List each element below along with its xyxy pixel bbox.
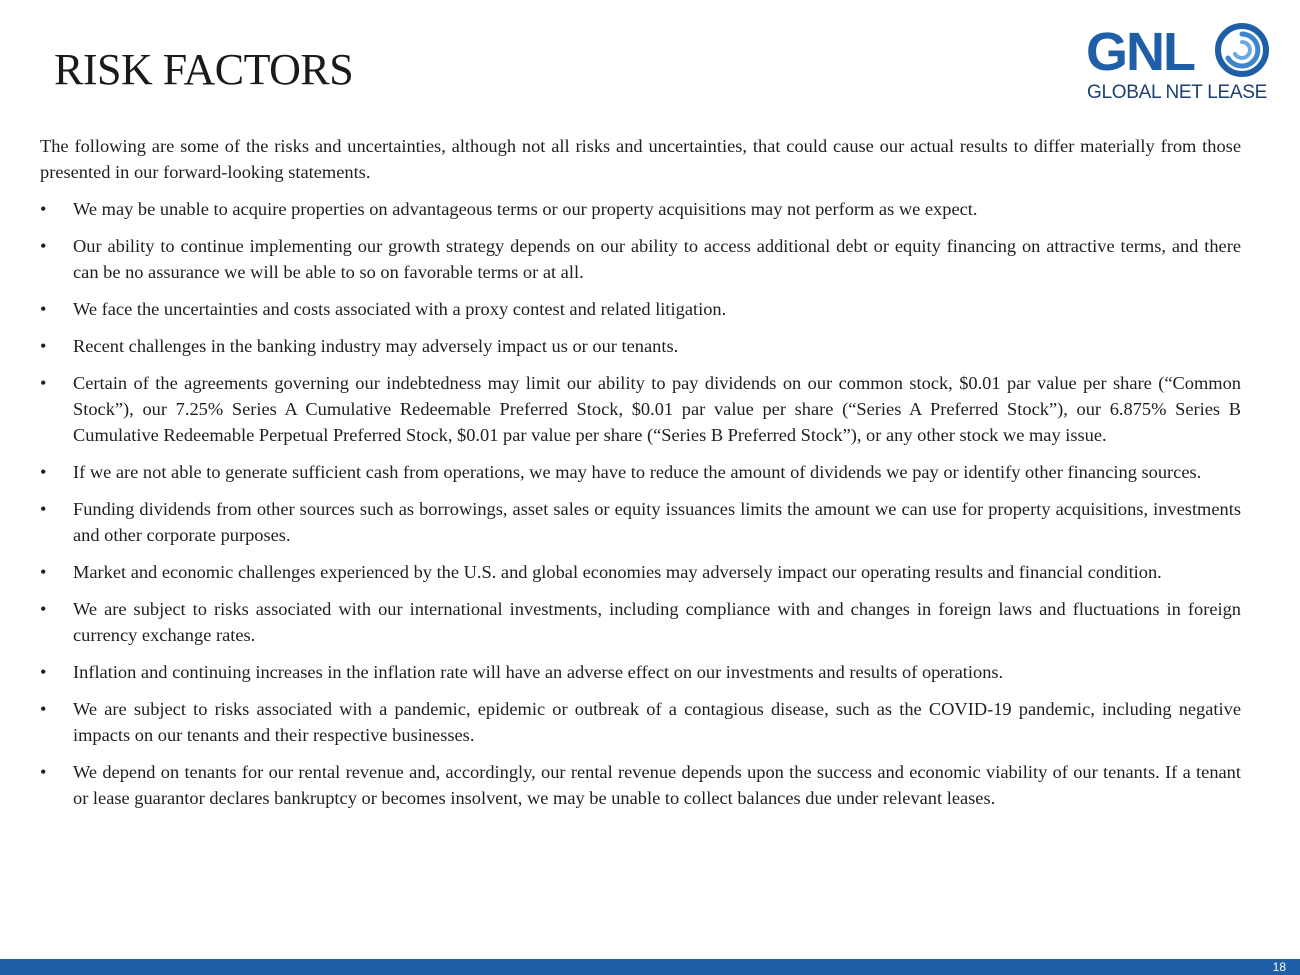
risk-factors-content (40, 133, 1241, 822)
list-item-text: We are subject to risks associated with a pandemic, epidemic or outbreak of a contagious disease, such as the COVID-19 pandemic, including negative impacts on our tenants and their respective businesses. (73, 699, 1241, 745)
bullet-icon: • (40, 699, 47, 719)
list-item-text: Our ability to continue implementing our growth strategy depends on our ability to access additional debt or equity financing on attractive terms, and there can be no assurance we will be able to so on favorable terms or at all. (73, 236, 1241, 282)
bullet-icon: • (40, 299, 47, 319)
list-item-text: If we are not able to generate sufficient cash from operations, we may have to reduce the amount of dividends we pay or identify other financing sources. (73, 462, 1202, 482)
bullet-icon: • (40, 462, 47, 482)
bullet-icon: • (40, 562, 47, 582)
list-item (40, 459, 1241, 485)
logo-mark: GNL (1086, 22, 1194, 82)
list-item (40, 696, 1241, 748)
list-item (40, 196, 1241, 222)
footer-bar (0, 959, 1300, 975)
page-number: 18 (1272, 960, 1286, 974)
list-item (40, 296, 1241, 322)
bullet-icon: • (40, 199, 47, 219)
bullet-icon: • (40, 662, 47, 682)
logo-subtitle: GLOBAL NET LEASE (1087, 82, 1268, 103)
list-item (40, 596, 1241, 648)
logo-swirl-icon (1214, 22, 1270, 78)
list-item (40, 496, 1241, 548)
list-item-text: Market and economic challenges experienced by the U.S. and global economies may adversely impact our operating results and financial condition. (73, 562, 1162, 582)
list-item-text: We depend on tenants for our rental revenue and, accordingly, our rental revenue depends upon the success and economic viability of our tenants. If a tenant or lease guarantor declares bankruptcy or becomes insolvent, we may be unable to collect balances due under relevant leases. (73, 762, 1241, 808)
list-item-text: We face the uncertainties and costs associated with a proxy contest and related litigation. (73, 299, 727, 319)
intro-paragraph: The following are some of the risks and uncertainties, although not all risks and uncertainties, that could cause our actual results to differ materially from those presented in our forward-looking statements. (40, 136, 1241, 182)
page-title: RISK FACTORS (54, 45, 354, 94)
list-item-text: Inflation and continuing increases in the inflation rate will have an adverse effect on our investments and results of operations. (73, 662, 1004, 682)
company-logo (1084, 20, 1274, 106)
list-item (40, 559, 1241, 585)
bullet-icon: • (40, 499, 47, 519)
list-item-text: We may be unable to acquire properties on advantageous terms or our property acquisitions may not perform as we expect. (73, 199, 978, 219)
bullet-icon: • (40, 373, 47, 393)
bullet-icon: • (40, 762, 47, 782)
list-item (40, 370, 1241, 448)
list-item-text: Recent challenges in the banking industry may adversely impact us or our tenants. (73, 336, 679, 356)
bullet-icon: • (40, 236, 47, 256)
list-item (40, 233, 1241, 285)
list-item (40, 659, 1241, 685)
bullet-icon: • (40, 599, 47, 619)
list-item (40, 759, 1241, 811)
list-item-text: We are subject to risks associated with our international investments, including compliance with and changes in foreign laws and fluctuations in foreign currency exchange rates. (73, 599, 1241, 645)
list-item-text: Funding dividends from other sources such as borrowings, asset sales or equity issuances limits the amount we can use for property acquisitions, investments and other corporate purposes. (73, 499, 1241, 545)
list-item-text: Certain of the agreements governing our indebtedness may limit our ability to pay dividends on our common stock, $0.01 par value per share (“Common Stock”), our 7.25% Series A Cumulative Redeemable Preferred Stock, $0.01 par value per share (“Series A Preferred Stock”), our 6.875% Series B Cumulative Redeemable Perpetual Preferred Stock, $0.01 par value per share (“Series B Preferred Stock”), or any other stock we may issue. (73, 373, 1241, 445)
bullet-icon: • (40, 336, 47, 356)
risk-list (40, 196, 1241, 811)
list-item (40, 333, 1241, 359)
